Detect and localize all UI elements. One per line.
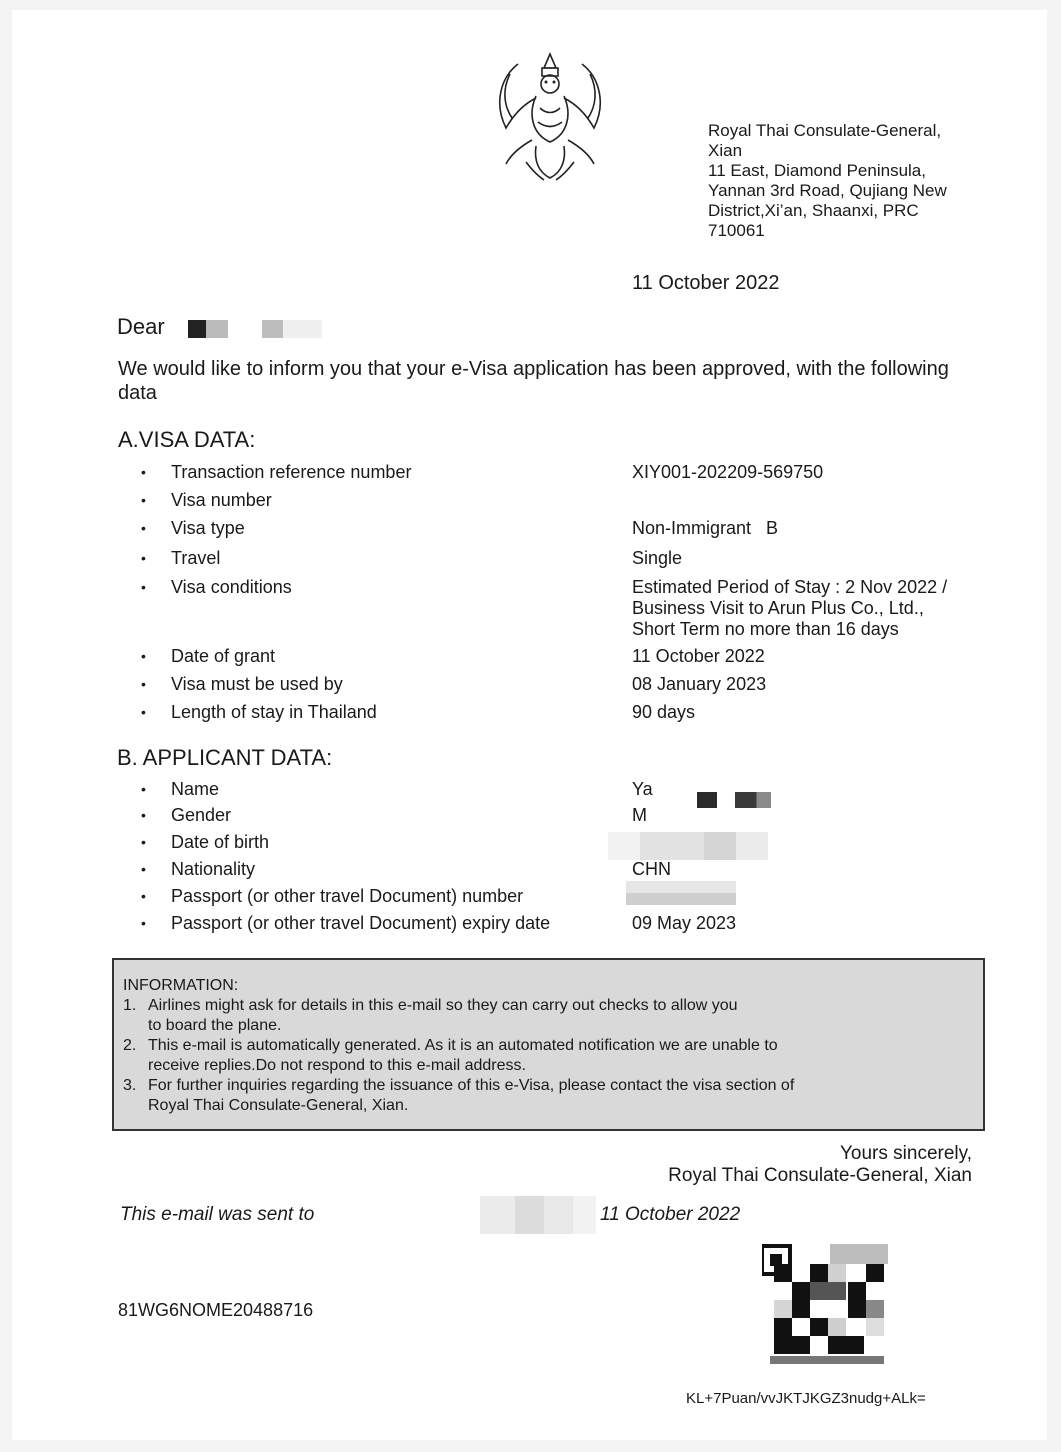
row-label: Visa number [171, 490, 272, 510]
reference-code: 81WG6NOME20488716 [118, 1300, 314, 1320]
address-line: Yannan 3rd Road, Qujiang New [708, 181, 947, 200]
row-label: Visa must be used by [171, 674, 343, 694]
row-value [632, 577, 947, 640]
verification-hash: KL+7Puan/vvJKTJKGZ3nudg+ALk= [686, 1390, 926, 1407]
closing-line: Yours sincerely, [839, 1143, 972, 1164]
condition-line: Short Term no more than 16 days [632, 619, 899, 639]
item-line: receive replies.Do not respond to this e-mail address. [148, 1057, 526, 1074]
sent-to-text: This e-mail was sent to [120, 1204, 315, 1225]
bullet: • [141, 550, 146, 566]
row-label: Length of stay in Thailand [171, 702, 377, 722]
row-label: Passport (or other travel Document) number [171, 886, 524, 906]
row-label: Travel [171, 548, 221, 568]
item-line: Airlines might ask for details in this e-mail so they can carry out checks to allow you [148, 997, 738, 1014]
row-value: CHN [632, 859, 671, 879]
address-line: Xian [708, 141, 743, 160]
row-value: Non-Immigrant B [632, 518, 779, 538]
row-value: 11 October 2022 [632, 646, 765, 666]
row-label: Name [171, 779, 220, 799]
row-value: 09 May 2023 [632, 913, 737, 933]
item-line: to board the plane. [148, 1017, 282, 1034]
bullet: • [141, 807, 146, 823]
redacted-name [735, 792, 771, 808]
row-label: Date of birth [171, 832, 270, 852]
bullet: • [141, 888, 146, 904]
row-label: Transaction reference number [171, 462, 412, 482]
bullet: • [141, 579, 146, 595]
information-item [123, 1036, 973, 1076]
item-line: Royal Thai Consulate-General, Xian. [148, 1097, 409, 1114]
closing-signature [668, 1143, 972, 1187]
bullet: • [141, 781, 146, 797]
row-label: Gender [171, 805, 232, 825]
information-item [123, 1076, 973, 1116]
row-label: Visa type [171, 518, 245, 538]
item-number: 1. [123, 997, 137, 1014]
redacted-name [262, 320, 322, 338]
closing-line: Royal Thai Consulate-General, Xian [668, 1165, 972, 1186]
information-title: INFORMATION: [123, 977, 239, 994]
applicant-data-heading: B. APPLICANT DATA: [117, 745, 333, 770]
letter-date: 11 October 2022 [632, 272, 780, 294]
redacted-name [188, 320, 228, 338]
bullet: • [141, 464, 146, 480]
bullet: • [141, 520, 146, 536]
item-number: 3. [123, 1077, 137, 1094]
address-line: District,Xi’an, Shaanxi, PRC [708, 201, 919, 220]
information-box [112, 958, 985, 1131]
bullet: • [141, 704, 146, 720]
condition-line: Estimated Period of Stay : 2 Nov 2022 / [632, 577, 948, 597]
row-value: XIY001-202209-569750 [632, 462, 824, 482]
condition-line: Business Visit to Arun Plus Co., Ltd., [632, 598, 924, 618]
redacted-dob [608, 832, 768, 860]
intro-paragraph: We would like to inform you that your e-Visa application has been approved, with the following data [118, 358, 949, 404]
redacted-email [480, 1196, 596, 1234]
row-value: 08 January 2023 [632, 674, 767, 694]
redacted-passport [626, 881, 736, 905]
information-item [123, 996, 973, 1036]
row-value: Ya [632, 779, 653, 799]
visa-data-heading: A.VISA DATA: [118, 427, 256, 452]
row-value: M [632, 805, 647, 825]
item-number: 2. [123, 1037, 137, 1054]
salutation: Dear [117, 314, 165, 339]
item-line: This e-mail is automatically generated. As it is an automated notification we are unable to [148, 1037, 778, 1054]
qr-code-icon [762, 1244, 888, 1368]
redacted-name [697, 792, 717, 808]
bullet: • [141, 648, 146, 664]
address-line: 710061 [708, 221, 765, 240]
row-label: Nationality [171, 859, 256, 879]
item-line: For further inquiries regarding the issuance of this e-Visa, please contact the visa section of [148, 1077, 795, 1094]
row-label: Date of grant [171, 646, 276, 666]
garuda-emblem-icon [488, 44, 612, 184]
bullet: • [141, 676, 146, 692]
bullet: • [141, 861, 146, 877]
consulate-address [708, 121, 1008, 241]
bullet: • [141, 834, 146, 850]
row-value: Single [632, 548, 683, 568]
address-line: 11 East, Diamond Peninsula, [708, 161, 926, 180]
row-value: 90 days [632, 702, 696, 722]
sent-date: 11 October 2022 [600, 1204, 741, 1225]
row-label: Passport (or other travel Document) expiry date [171, 913, 551, 933]
address-line: Royal Thai Consulate-General, [708, 121, 942, 140]
bullet: • [141, 492, 146, 508]
bullet: • [141, 915, 146, 931]
row-label: Visa conditions [171, 577, 292, 597]
